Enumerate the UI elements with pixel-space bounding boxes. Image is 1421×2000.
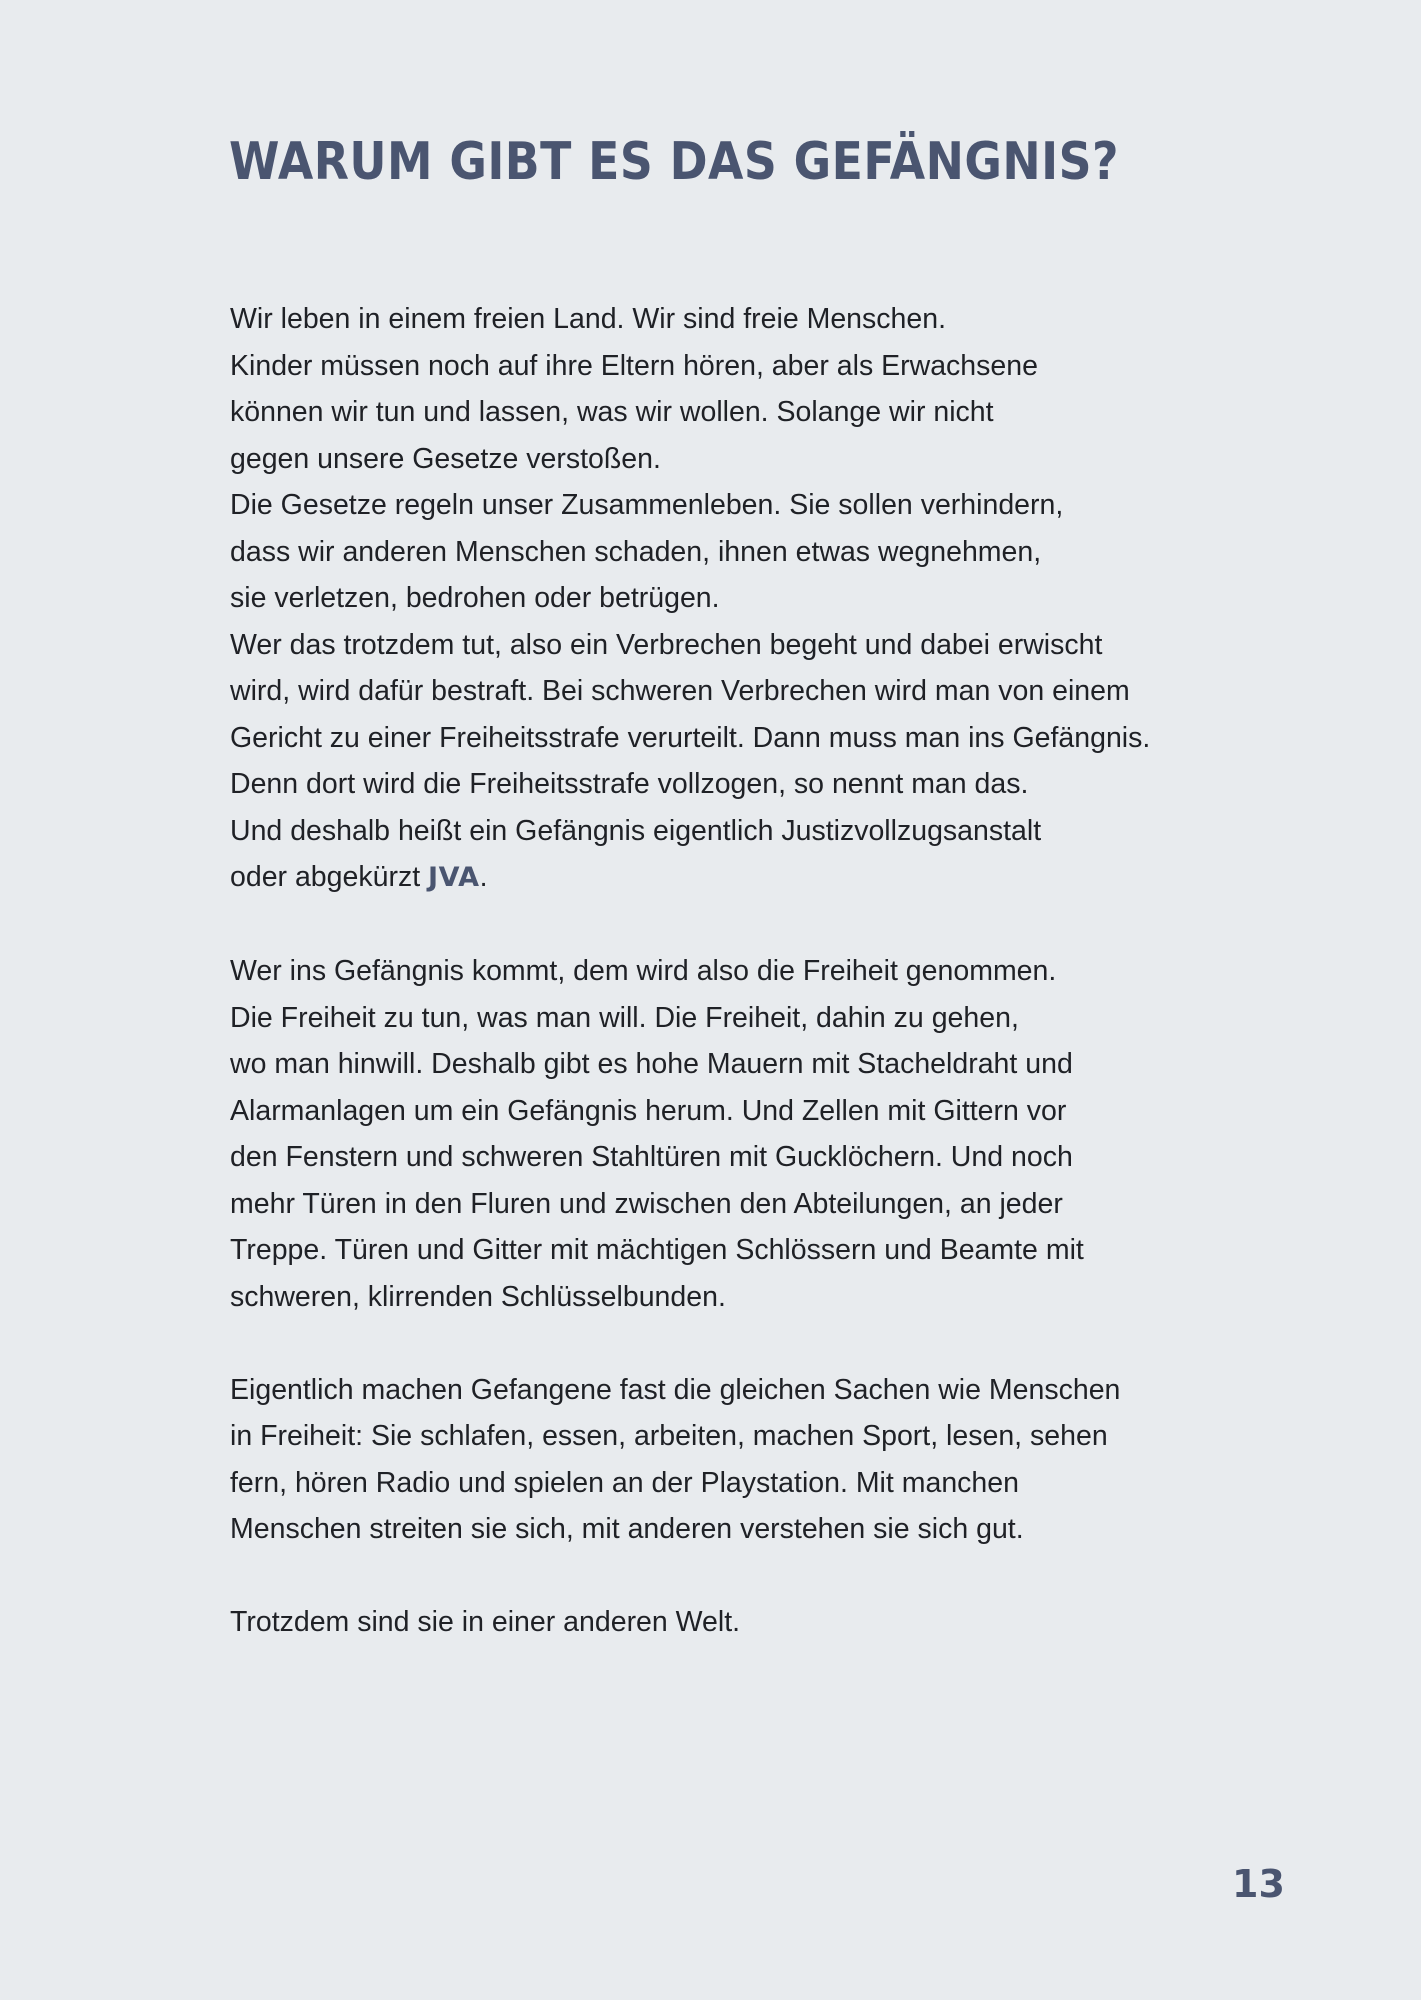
text-line: Alarmanlagen um ein Gefängnis herum. Und Zellen mit Gittern vor [230,1094,1067,1127]
text-line: den Fenstern und schweren Stahltüren mit Gucklöchern. Und noch [230,1141,1073,1173]
text-line: in Freiheit: Sie schlafen, essen, arbeiten, machen Sport, lesen, sehen [230,1420,1108,1452]
text-line: wo man hinwill. Deshalb gibt es hohe Mauern mit Stacheldraht und [230,1048,1073,1080]
text-line: können wir tun und lassen, was wir wollen. Solange wir nicht [230,396,994,428]
abbreviation-jva: JVA [428,862,480,893]
text-line: Wer das trotzdem tut, also ein Verbrechen begeht und dabei erwischt [230,628,1103,661]
text-line: Wir leben in einem freien Land. Wir sind freie Menschen. [230,303,946,335]
abbreviation-prefix: oder abgekürzt [230,861,429,893]
text-line: sie verletzen, bedrohen oder betrügen. [230,582,720,614]
text-line: Die Freiheit zu tun, was man will. Die Freiheit, dahin zu gehen, [230,1001,1019,1034]
text-line: Trotzdem sind sie in einer anderen Welt. [230,1606,741,1638]
page-number: 13 [1232,1862,1285,1906]
text-line: schweren, klirrenden Schlüsselbunden. [230,1280,726,1313]
body-text [230,296,1330,1646]
text-line: Menschen streiten sie sich, mit anderen verstehen sie sich gut. [230,1513,1024,1545]
text-line: dass wir anderen Menschen schaden, ihnen etwas wegnehmen, [230,535,1042,568]
text-line: Denn dort wird die Freiheitsstrafe vollzogen, so nennt man das. [230,768,1029,800]
text-line: Treppe. Türen und Gitter mit mächtigen Schlössern und Beamte mit [230,1234,1084,1266]
text-line: Die Gesetze regeln unser Zusammenleben. Sie sollen verhindern, [230,489,1064,521]
text-line: Und deshalb heißt ein Gefängnis eigentlich Justizvollzugsanstalt [230,814,1042,847]
paragraph-4 [230,1599,1330,1646]
text-line: wird, wird dafür bestraft. Bei schweren Verbrechen wird man von einem [230,675,1130,707]
text-line: Wer ins Gefängnis kommt, dem wird also die Freiheit genommen. [230,955,1057,987]
text-line: mehr Türen in den Fluren und zwischen den Abteilungen, an jeder [230,1187,1063,1220]
text-line-abbreviation [230,854,1330,902]
paragraph-1 [230,296,1330,902]
text-line: Eigentlich machen Gefangene fast die gleichen Sachen wie Menschen [230,1373,1121,1406]
paragraph-3 [230,1367,1330,1553]
page-title: WARUM GIBT ES DAS GEFÄNGNIS? [229,132,1119,192]
paragraph-2 [230,948,1330,1320]
text-line: gegen unsere Gesetze verstoßen. [230,442,661,475]
abbreviation-suffix: . [479,861,488,893]
text-line: fern, hören Radio und spielen an der Playstation. Mit manchen [230,1466,1019,1499]
text-line: Kinder müssen noch auf ihre Eltern hören, aber als Erwachsene [230,349,1038,382]
text-line: Gericht zu einer Freiheitsstrafe verurteilt. Dann muss man ins Gefängnis. [230,721,1151,754]
